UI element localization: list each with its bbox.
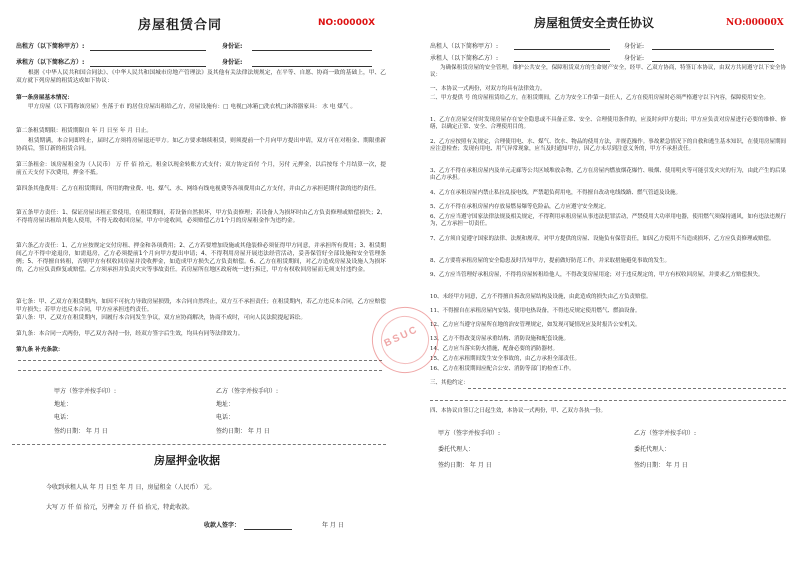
clause-2-item-16: 16、乙方在租赁期间应配合公安、消防等部门的检查工作。 xyxy=(430,366,575,372)
party-a-address: 地址： xyxy=(54,401,73,408)
party-b-id-label: 身份证: xyxy=(222,59,243,66)
clause-2-item-3: 3、乙方不得在承租房屋内及单元走廊等公共区域堆放杂物，乙方在房屋内燃放烟花爆竹、吸烟、使用明火等可能引发火灾的行为，由此产生的后果由乙方承担。 xyxy=(430,168,786,182)
clause-2-item-5: 5、乙方不得在承租房屋内存放易燃易爆等危险品，乙方应遵守安全规定。 xyxy=(430,204,610,210)
lessee-id-label: 身份证: xyxy=(624,55,645,62)
lessor-id-line xyxy=(652,49,774,50)
section-4: 第四条其他费用：乙方在租赁期间，所用的物业费、电、煤气、水、网络有线电视费等各项费用由乙方支付，并由乙方承担延期付款的违约责任。 xyxy=(16,186,380,192)
agreement-title: 房屋租赁安全责任协议 xyxy=(534,16,655,30)
section-9: 第九条：本合同一式两份，甲乙双方各持一份，经双方签字后生效，均具有同等法律效力。 xyxy=(16,331,244,337)
section-3: 第三条租金：该房屋租金为（人民币） 万 仟 佰 拾元，租金以现金转账方式支付；双方协定首付 个月，另付 元押金，以后按每 个月结算一次，提前五天支付下次费用，押金不抵。 xyxy=(16,162,386,177)
party-b-address: 地址： xyxy=(216,401,235,408)
receipt-line-2: 大写 万 仟 佰 拾元，另押金 万 仟 佰 拾元，特此收款。 xyxy=(46,504,194,511)
lessee-proxy: 委托代理人： xyxy=(634,446,671,453)
supplement-line-2 xyxy=(18,370,382,371)
section-10-supplement: 第九条 补充条款： xyxy=(16,347,64,353)
party-a-id-line xyxy=(252,50,372,51)
clause-2-item-11: 11、不得擅自在承租房屋内安装、使用电热设备，不得违反规定使用燃气、燃油设备。 xyxy=(430,308,641,314)
section-7: 第七条：甲、乙双方在租赁期内，如因不可抗力导致房屋损毁，本合同自然终止，双方互不承担责任；在租赁期内，若乙方违反本合同，乙方应赔偿甲方损失；若甲方违反本合同，甲方应承担违约责任。 xyxy=(16,299,386,314)
lessee-sign-date: 签约日期： 年 月 日 xyxy=(634,462,688,469)
clause-2-item-14: 14、乙方应当落实防火措施，配备必要的消防器材。 xyxy=(430,346,559,352)
contract-number: NO:00000X xyxy=(318,18,376,28)
safety-agreement-page xyxy=(408,8,794,557)
party-b-sign-date: 签约日期： 年 月 日 xyxy=(216,428,270,435)
contract-title: 房屋租赁合同 xyxy=(138,18,223,33)
clause-2-item-10: 10、未经甲方同意，乙方不得擅自拆改房屋结构及设施，由此造成的损失由乙方负责赔偿。 xyxy=(430,294,652,300)
section-2-body: 租赁期满，本合同即终止，届时乙方须将房屋退还甲方。如乙方要求继续租赁，则须提前一个月向甲方提出申请，双方可在对租金、期限重新协商后，签订新的租赁合同。 xyxy=(16,138,386,153)
clause-2-item-6: 6、乙方应当遵守国家法律法规及相关规定，不得利用承租房屋从事违法犯罪活动，严禁使用大功率用电器，使用燃气须保持通风，如有违法违规行为，乙方承担一切责任。 xyxy=(430,214,786,228)
party-a-line xyxy=(90,50,206,51)
section-1-title: 第一条房屋基本情况： xyxy=(16,95,73,101)
party-a-id-label: 身份证: xyxy=(222,43,243,50)
section-2: 第二条租赁期限：租赁期限自 年 月 日至 年 月 日止。 xyxy=(16,128,152,134)
clause-2-item-2: 2、乙方应按照有关规定，合理使用电、水、煤气、饮水、物品的使用方法，并规范操作。事故紧急情况下的自救和逃生基本知识，在使用房屋期间应注意检查；发现有用电、用气异常现象，应当及时通知甲方，因乙方未尽到注意义务的，甲方不承担责任。 xyxy=(430,139,786,153)
lessor-id-label: 身份证: xyxy=(624,43,645,50)
clause-2-item-9: 9、乙方应当管理好承租房屋，不得将房屋转租给他人，不得改变房屋用途；对于违反规定的，甲方有权收回房屋，并要求乙方赔偿损失。 xyxy=(430,272,764,278)
lessor-line xyxy=(514,49,610,50)
clause-4-effective: 四、本协议自签订之日起生效，本协议一式两份，甲、乙双方各执一份。 xyxy=(430,408,607,414)
clause-2-item-8: 8、乙方要将承租房屋的安全隐患及时告知甲方，提前做好防范工作，并采取措施避免事故的发生。 xyxy=(430,258,671,264)
section-8: 第八条：甲、乙双方在租赁期内，因履行本合同发生争议，双方应协商解决，协商不成时，可向人民法院提起诉讼。 xyxy=(16,315,307,321)
lessor-signature-label: 甲方（签字并按手印）: xyxy=(438,430,501,437)
lessee-label: 承租人（以下简称乙方）: xyxy=(430,55,499,62)
clause-2-item-1: 1、乙方在房屋交付时发现房屋存在安全隐患或不具备正常、安全、合理使用条件的，应及时向甲方提出；甲方应负责对房屋进行必要的维修、修缮，以确定正常、安全、合理使用目的。 xyxy=(430,117,786,131)
clause-2-item-12: 12、乙方应当遵守房屋所在地的治安管理规定，如发现可疑情况应及时报告公安机关。 xyxy=(430,322,641,328)
lessee-id-line xyxy=(652,61,774,62)
lessor-label: 出租人（以下简称甲方）: xyxy=(430,43,499,50)
other-line-1 xyxy=(468,388,786,389)
lessor-proxy: 委托代理人： xyxy=(438,446,475,453)
party-b-line xyxy=(90,66,206,67)
clause-2-item-13: 13、乙方不得改变房屋承重结构、消防设施和配套设施。 xyxy=(430,336,570,342)
clause-2-item-15: 15、乙方在承租期间发生安全事故的，由乙方承担全部责任。 xyxy=(430,356,581,362)
receipt-title: 房屋押金收据 xyxy=(154,454,220,467)
section-1-body: 甲方房屋（以下简称该房屋）坐落于市 的居住房屋出租给乙方，房屋设施有：□ 电视□冰箱□洗衣机□沐浴器家具： 水 电 煤气 。 xyxy=(28,104,357,110)
clause-2: 二、甲方提供 号 的房屋租赁给乙方，在租赁期间，乙方为安全工作第一责任人，乙方在使用房屋时必须严格遵守以下内容，保障使用安全。 xyxy=(430,95,770,101)
lessor-sign-date: 签约日期： 年 月 日 xyxy=(438,462,492,469)
receipt-signer-label: 收款人签字： xyxy=(204,522,241,529)
party-a-sign-date: 签约日期： 年 月 日 xyxy=(54,428,108,435)
receipt-line-1: 今收到承租人从 年 月 日至 年 月 日，房屋租金（人民币） 元。 xyxy=(46,484,216,491)
receipt-date: 年 月 日 xyxy=(322,522,344,529)
receipt-signer-line xyxy=(244,529,292,530)
clause-1: 一、本协议一式两份，对双方均具有法律效力。 xyxy=(430,86,546,92)
lessee-line xyxy=(514,61,610,62)
section-6: 第六条乙方责任：1、乙方应按规定交付房租、押金和各项费用；2、乙方若要增加设施或其他装修必须征得甲方同意，并承担所有费用；3、租赁期间乙方不得中途退房，如需退房，乙方必须提前1个月向甲方提出申请；4、不得利用房屋开展违法经营活动，妥善保管好全部设施和安全管理条例；5、不得擅自转租，否则甲方有权收回房屋并没收押金，如造成甲方损失乙方负责赔偿。6、乙方在租赁期间，对乙方造成房屋及设施人为损坏的，乙方应负责修复或赔偿。乙方须承担并负责火灾等事故责任。若房屋所在地区政府统一进行拆迁，甲方有权收回房屋而无须支付违约金。 xyxy=(16,243,386,274)
contract-intro: 根据《中华人民共和国合同法》、《中华人民共和国城市房地产管理法》及其他有关法律法规规定，在平等、自愿、协商一致的基础上，甲、乙双方就下列房屋的租赁达成如下协议： xyxy=(16,70,386,85)
agreement-number: NO:00000X xyxy=(726,18,784,28)
party-b-signature-label: 乙方（签字并按手印）: xyxy=(216,388,279,395)
party-b-label: 承租方（以下简称乙方）: xyxy=(16,59,85,66)
party-a-label: 出租方（以下简称甲方）: xyxy=(16,43,85,50)
agreement-intro: 为确保租赁房屋的安全管理，维护公共安全，保障租赁双方的生命财产安全，经甲、乙双方协商，特签订本协议，由双方共同遵守以下安全协议： xyxy=(430,65,786,79)
party-a-phone: 电话： xyxy=(54,414,73,421)
stamp-text: BSUC xyxy=(382,324,421,350)
lessee-signature-label: 乙方（签字并按手印）: xyxy=(634,430,697,437)
other-line-2 xyxy=(430,400,786,401)
party-b-id-line xyxy=(252,66,372,67)
party-a-signature-label: 甲方（签字并按手印）: xyxy=(54,388,117,395)
party-b-phone: 电话： xyxy=(216,414,235,421)
clause-2-item-4: 4、乙方在承租房屋内禁止私拉乱接电线，严禁超负荷用电，不得擅自改动电线线路、燃气管道及设施。 xyxy=(430,190,682,196)
clause-2-item-7: 7、乙方须自觉遵守国家的法律、法规和规章，对甲方提供的房屋、设施负有保管责任，如因乙方使用不当造成损坏，乙方应负责修理或赔偿。 xyxy=(430,236,775,242)
rental-contract-page xyxy=(6,8,392,557)
section-5: 第五条甲方责任：1、保证房屋出租正常使用，在租赁期间，若设备自然损坏，甲方负责修理；若设备人为损坏时由乙方负责修理或赔偿损失；2、不得将房屋出租给其他人使用，不得无故收回房屋，甲方中途收回，必须赔偿乙方1个月的房屋租金作为违约金。 xyxy=(16,210,386,225)
clause-3-other: 三、其他约定： xyxy=(430,380,469,386)
receipt-cut-line xyxy=(12,444,386,445)
supplement-line-1 xyxy=(18,360,382,361)
